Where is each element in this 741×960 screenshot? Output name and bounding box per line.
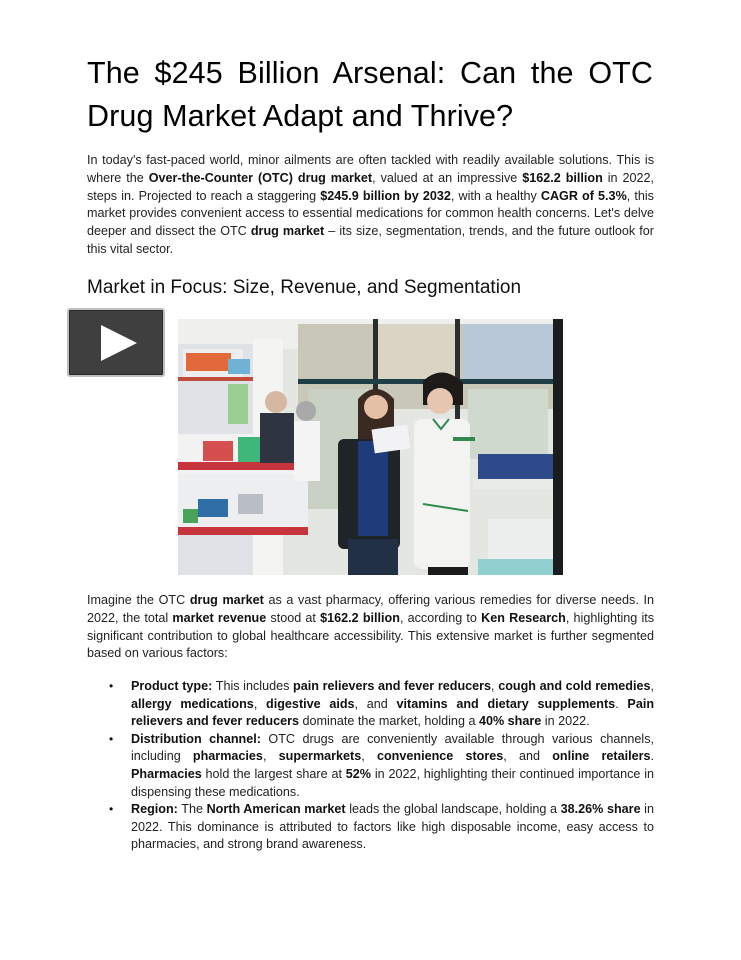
pharmacy-photo [178, 319, 563, 575]
play-icon [99, 324, 139, 362]
bullet-icon: • [109, 679, 114, 693]
pharmacy-scene-illustration [178, 319, 563, 575]
segment-list [87, 678, 654, 854]
segment-item-distribution-channel [87, 731, 654, 801]
segment-text: Region: The North American market leads the global landscape, holding a 38.26% share in 2022. This dominance is attributed to factors like high disposable income, easy access to pharmacies, and strong brand awareness. [131, 802, 654, 852]
video-play-button[interactable] [67, 308, 165, 377]
bullet-icon: • [109, 731, 114, 746]
segment-text: Distribution channel: OTC drugs are conveniently available through various channels, including pharmacies, supermarkets, convenience stores, and online retailers. Pharmacies hold the largest share at 52% in 2022, highlighting their continued importance in dispensing these medications. [131, 731, 655, 799]
document-title: The $245 Billion Arsenal: Can the OTC Drug Market Adapt and Thrive? [87, 56, 653, 133]
segment-text: Product type: This includes pain relievers and fever reducers, cough and cold remedies, allergy medications, digestive aids, and vitamins and dietary supplements. Pain relievers and fever reducers dominate the market, holding a 40% share in 2022. [131, 679, 655, 729]
segment-item-region [87, 801, 654, 854]
bullet-icon: • [109, 802, 114, 817]
intro-paragraph: In today's fast-paced world, minor ailments are often tackled with readily available solutions. This is where the Over-the-Counter (OTC) drug market, valued at an impressive $162.2 billion in 2022, steps in. Projected to reach a staggering $245.9 billion by 2032, with a healthy CAGR of 5.3%, this market provides convenient access to essential medications for common health concerns. Let's delve deeper and dissect the OTC drug market – its size, segmentation, trends, and the future outlook for this vital sector. [87, 153, 655, 256]
segment-item-product-type [87, 678, 654, 731]
body-paragraph: Imagine the OTC drug market as a vast pharmacy, offering various remedies for diverse needs. In 2022, the total market revenue stood at $162.2 billion, according to Ken Research, highlighting its significant contribution to global healthcare accessibility. This extensive market is further segmented based on various factors: [87, 593, 655, 661]
section-heading: Market in Focus: Size, Revenue, and Segmentation [87, 277, 522, 298]
